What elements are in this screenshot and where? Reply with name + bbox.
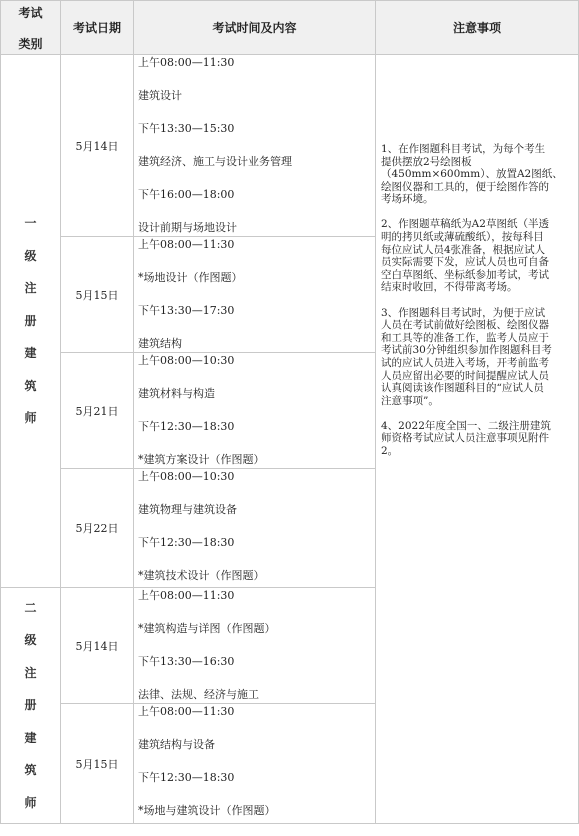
note-paragraph: 2、作图题草稿纸为A2草图纸（半透 明的拷贝纸或薄硫酸纸），按每科目 每位应试人员4张准备，根据应试人 员实际需要下发，应试人员也可自备 空白草图纸、坐标纸参加考试，考试 结束时收回，不得带离考场。 [381, 218, 549, 294]
category-char: 建 [24, 730, 37, 745]
exam-date-label: 5月15日 [75, 757, 119, 771]
exam-session [133, 587, 376, 704]
session-line: 建筑经济、施工与设计业务管理 [138, 155, 292, 168]
session-line: 上午08:00—11:30 [138, 589, 235, 602]
session-line: 上午08:00—10:30 [138, 354, 235, 367]
category-char: 筑 [24, 378, 37, 393]
session-line: 上午08:00—11:30 [138, 705, 235, 718]
session-line: *场地设计（作图题） [138, 271, 243, 284]
session-line: *建筑方案设计（作图题） [138, 453, 265, 466]
exam-date-label: 5月22日 [75, 522, 119, 535]
exam-session [133, 236, 376, 353]
session-line: *建筑构造与详图（作图题） [138, 622, 276, 635]
category-char: 级 [24, 633, 37, 648]
category-char: 册 [24, 698, 37, 713]
exam-session [133, 468, 376, 588]
header-date [60, 0, 134, 55]
exam-date-label: 5月14日 [75, 139, 119, 153]
note-paragraph: 1、在作图题科目考试，为每个考生 提供摆放2号绘图板 （450mm×600mm）、放置A2图纸、 绘图仪器和工具的，便于绘图作答的 考场环境。 [381, 143, 563, 206]
category-char: 师 [24, 411, 37, 426]
note-paragraph: 4、2022年度全国一、二级注册建筑 师资格考试应试人员注意事项见附件 2。 [381, 419, 551, 457]
session-line: *建筑技术设计（作图题） [138, 569, 265, 582]
session-line: *场地与建筑设计（作图题） [138, 804, 276, 817]
exam-notes [375, 54, 579, 824]
exam-session [133, 703, 376, 824]
exam-date-label: 5月14日 [75, 639, 119, 653]
session-line: 下午12:30—18:30 [138, 771, 235, 784]
session-line: 建筑结构与设备 [138, 738, 215, 751]
note-paragraph: 3、作图题科目考试时，为便于应试 人员在考试前做好绘图板、绘图仪器 和工具等的准备工作，监考人员应于 考试前30分钟组织参加作图题科目考 试的应试人员进入考场，开考前监考 人员应留出必要的时间提醒应试人员 认真阅读该作图题科目的“应试人员 注意事项”。 [381, 306, 552, 407]
header-time-content [133, 0, 376, 55]
exam-date [60, 468, 134, 588]
session-line: 上午08:00—10:30 [138, 470, 235, 483]
category-char: 注 [24, 665, 37, 680]
category-char: 师 [24, 795, 37, 810]
header-category-line1: 考试 [18, 5, 43, 20]
header-category [0, 0, 61, 55]
header-notes-label: 注意事项 [452, 21, 501, 35]
session-line: 建筑设计 [138, 89, 182, 102]
header-category-line2: 类别 [18, 36, 43, 51]
header-notes [375, 0, 579, 55]
category-char: 级 [24, 248, 37, 263]
category-char: 注 [24, 281, 37, 296]
session-line: 下午16:00—18:00 [138, 188, 235, 201]
exam-date-label: 5月15日 [75, 288, 119, 302]
session-line: 下午13:30—15:30 [138, 122, 235, 135]
category-char: 建 [24, 346, 37, 361]
session-line: 下午13:30—16:30 [138, 655, 235, 668]
header-date-label: 考试日期 [72, 21, 121, 35]
header-time-content-label: 考试时间及内容 [212, 21, 297, 35]
category-char: 筑 [24, 763, 37, 778]
exam-date-label: 5月21日 [75, 404, 119, 418]
exam-date [60, 54, 134, 237]
category-first-class-architect [0, 54, 61, 588]
category-second-class-architect [0, 587, 61, 824]
category-char: 册 [24, 313, 37, 328]
session-line: 建筑材料与构造 [138, 387, 215, 400]
session-line: 法律、法规、经济与施工 [138, 688, 259, 701]
exam-session [133, 352, 376, 469]
exam-date [60, 236, 134, 353]
exam-date [60, 703, 134, 824]
session-line: 下午13:30—17:30 [138, 304, 235, 317]
exam-session [133, 54, 376, 237]
session-line: 设计前期与场地设计 [138, 221, 237, 234]
session-line: 上午08:00—11:30 [138, 56, 235, 69]
exam-date [60, 587, 134, 704]
session-line: 上午08:00—11:30 [138, 238, 235, 251]
session-line: 建筑物理与建筑设备 [138, 503, 237, 516]
category-char: 二 [24, 600, 37, 615]
exam-date [60, 352, 134, 469]
session-line: 建筑结构 [138, 337, 182, 350]
session-line: 下午12:30—18:30 [138, 420, 235, 433]
session-line: 下午12:30—18:30 [138, 536, 235, 549]
category-char: 一 [24, 216, 37, 231]
